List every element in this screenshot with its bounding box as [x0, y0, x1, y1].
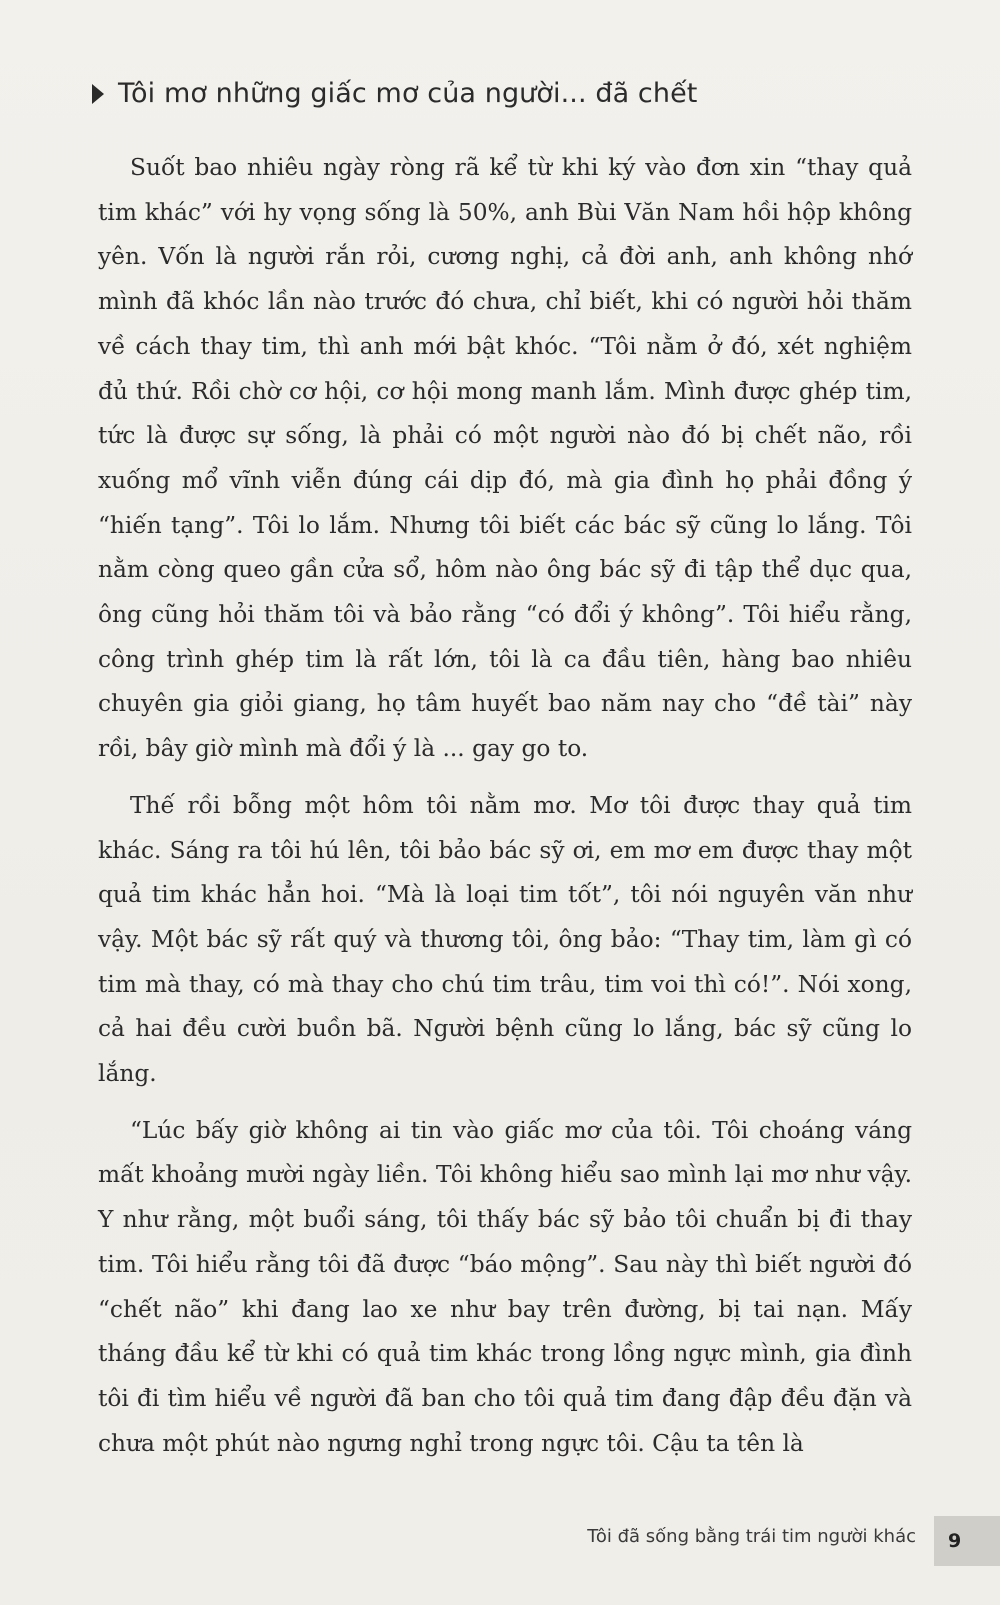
section-heading-text: Tôi mơ những giấc mơ của người... đã chết [118, 78, 698, 109]
paragraph: Thế rồi bỗng một hôm tôi nằm mơ. Mơ tôi được thay quả tim khác. Sáng ra tôi hú lên, tôi bảo bác sỹ ơi, em mơ em được thay một quả tim khác hẳn hoi. “Mà là loại tim tốt”, tôi nói nguyên văn như vậy. Một bác sỹ rất quý và thương tôi, ông bảo: “Thay tim, làm gì có tim mà thay, có mà thay cho chú tim trâu, tim voi thì có!”. Nói xong, cả hai đều cười buồn bã. Người bệnh cũng lo lắng, bác sỹ cũng lo lắng. [98, 791, 912, 1088]
page-number: 9 [934, 1516, 1000, 1566]
page-footer [0, 1516, 1000, 1568]
running-title: Tôi đã sống bằng trái tim người khác [587, 1526, 916, 1547]
triangle-bullet-icon [92, 84, 104, 104]
body-text [98, 146, 912, 1478]
paragraph: Suốt bao nhiêu ngày ròng rã kể từ khi ký vào đơn xin “thay quả tim khác” với hy vọng sống là 50%, anh Bùi Văn Nam hồi hộp không yên. Vốn là người rắn rỏi, cương nghị, cả đời anh, anh không nhớ mình đã khóc lần nào trước đó chưa, chỉ biết, khi có người hỏi thăm về cách thay tim, thì anh mới bật khóc. “Tôi nằm ở đó, xét nghiệm đủ thứ. Rồi chờ cơ hội, cơ hội mong manh lắm. Mình được ghép tim, tức là được sự sống, là phải có một người nào đó bị chết não, rồi xuống mổ vĩnh viễn đúng cái dịp đó, mà gia đình họ phải đồng ý “hiến tạng”. Tôi lo lắm. Nhưng tôi biết các bác sỹ cũng lo lắng. Tôi nằm còng queo gần cửa sổ, hôm nào ông bác sỹ đi tập thể dục qua, ông cũng hỏi thăm tôi và bảo rằng “có đổi ý không”. Tôi hiểu rằng, công trình ghép tim là rất lớn, tôi là ca đầu tiên, hàng bao nhiêu chuyên gia giỏi giang, họ tâm huyết bao năm nay cho “đề tài” này rồi, bây giờ mình mà đổi ý là ... gay go to. [98, 154, 912, 763]
section-heading [92, 78, 697, 109]
paragraph: “Lúc bấy giờ không ai tin vào giấc mơ của tôi. Tôi choáng váng mất khoảng mười ngày liền. Tôi không hiểu sao mình lại mơ như vậy. Y như rằng, một buổi sáng, tôi thấy bác sỹ bảo tôi chuẩn bị đi thay tim. Tôi hiểu rằng tôi đã được “báo mộng”. Sau này thì biết người đó “chết não” khi đang lao xe như bay trên đường, bị tai nạn. Mấy tháng đầu kể từ khi có quả tim khác trong lồng ngực mình, gia đình tôi đi tìm hiểu về người đã ban cho tôi quả tim đang đập đều đặn và chưa một phút nào ngưng nghỉ trong ngực tôi. Cậu ta tên là [98, 1116, 912, 1457]
